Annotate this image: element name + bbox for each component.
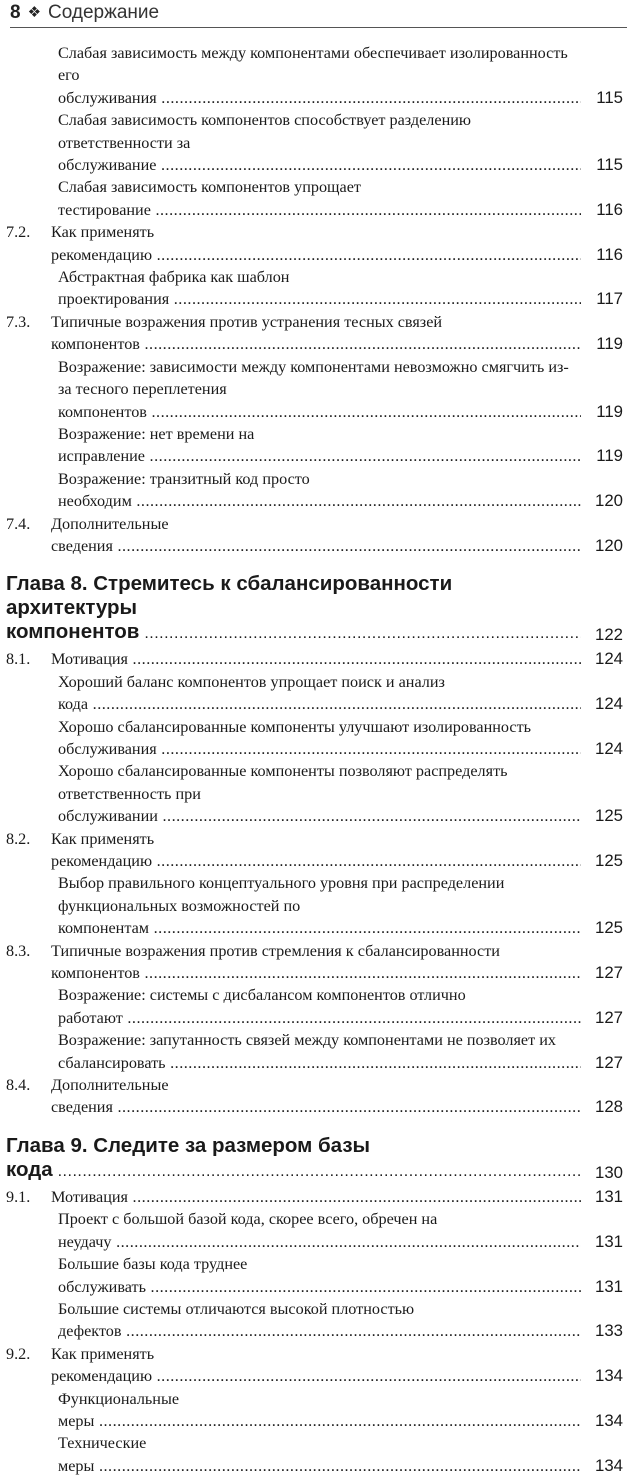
toc-entry-title: Хорошо сбалансированные компоненты позволяют распределять ответственность при обслуживании ..... [58, 760, 581, 827]
toc-page-number: 124 [595, 649, 623, 669]
toc-entry-title: Дополнительные сведения ..... [51, 513, 581, 558]
toc-page-number: 119 [596, 446, 623, 466]
toc-section-number: 7.4. [6, 514, 31, 533]
toc-entry-title: Как применять рекомендацию ..... [51, 828, 581, 873]
toc-entry-title: Технические меры ..... [58, 1432, 581, 1477]
toc-page-number: 115 [596, 87, 623, 107]
toc-page-number: 133 [595, 1321, 623, 1341]
toc-section-number: 8.4. [6, 1076, 31, 1095]
toc-entry-title: Дополнительные сведения ..... [51, 1074, 581, 1119]
toc-entry-title: Как применять рекомендацию ..... [51, 1343, 581, 1388]
toc-entry-title: Функциональные меры ..... [58, 1388, 581, 1433]
toc-page-number: 125 [595, 806, 623, 826]
toc-section-number: 9.1. [6, 1187, 31, 1206]
toc-page-number: 119 [596, 401, 623, 421]
toc-entry-title: Слабая зависимость компонентов способствует разделению ответственности за обслуживание ..... [58, 109, 581, 176]
toc-entry-title: Мотивация ..... [51, 1186, 581, 1208]
toc-page-number: 134 [595, 1366, 623, 1386]
toc-section-entry[interactable] [0, 1074, 629, 1119]
toc-subsection-entry[interactable] [0, 716, 629, 761]
toc-chapter-heading[interactable] [0, 572, 629, 646]
toc-page-number: 127 [595, 1052, 623, 1072]
toc-section-number: 8.1. [6, 650, 31, 669]
toc-page-number: 116 [596, 244, 623, 264]
running-title: Содержание [48, 2, 160, 23]
toc-entry-title: Мотивация ..... [51, 648, 581, 670]
toc-page-number: 119 [596, 334, 623, 354]
toc-section-number: 7.2. [6, 223, 31, 242]
toc-subsection-entry[interactable] [0, 109, 629, 176]
toc-subsection-entry[interactable] [0, 468, 629, 513]
running-header [10, 2, 629, 28]
toc-section-entry[interactable] [0, 1343, 629, 1388]
toc-entry-title: Выбор правильного концептуального уровня при распределении функциональных возможностей по компонентам ..... [58, 872, 581, 939]
toc-page-number: 127 [595, 963, 623, 983]
toc-entry-title: Абстрактная фабрика как шаблон проектирования ..... [58, 266, 581, 311]
toc-section-number: 8.3. [6, 941, 31, 960]
toc-section-entry[interactable] [0, 1186, 629, 1208]
toc-section-entry[interactable] [0, 513, 629, 558]
toc-section-entry[interactable] [0, 648, 629, 670]
toc-page-number: 124 [595, 738, 623, 758]
toc-subsection-entry[interactable] [0, 1208, 629, 1253]
table-of-contents [0, 42, 629, 1477]
toc-page-number: 120 [595, 535, 623, 555]
toc-subsection-entry[interactable] [0, 176, 629, 221]
toc-entry-title: Возражение: системы с дисбалансом компонентов отлично работают ..... [58, 984, 581, 1029]
toc-subsection-entry[interactable] [0, 356, 629, 423]
toc-entry-title: Хороший баланс компонентов упрощает поиск и анализ кода ..... [58, 671, 581, 716]
toc-page-number: 127 [595, 1007, 623, 1027]
toc-subsection-entry[interactable] [0, 760, 629, 827]
toc-subsection-entry[interactable] [0, 1253, 629, 1298]
toc-section-number: 9.2. [6, 1344, 31, 1363]
toc-page-number: 131 [595, 1231, 623, 1251]
toc-page-number: 115 [596, 155, 623, 175]
toc-entry-title: Большие системы отличаются высокой плотностью дефектов ..... [58, 1298, 581, 1343]
toc-subsection-entry[interactable] [0, 1388, 629, 1433]
toc-subsection-entry[interactable] [0, 42, 629, 109]
toc-entry-title: Как применять рекомендацию ..... [51, 221, 581, 266]
toc-page-number: 128 [595, 1097, 623, 1117]
toc-entry-title: Возражение: нет времени на исправление ..... [58, 423, 581, 468]
toc-entry-title: Хорошо сбалансированные компоненты улучшают изолированность обслуживания ..... [58, 716, 581, 761]
toc-entry-title: Глава 8. Стремитесь к сбалансированности архитектуры компонентов ..... [6, 572, 581, 646]
header-rule [10, 27, 627, 28]
page-number: 8 [10, 2, 21, 23]
toc-page-number: 124 [595, 694, 623, 714]
toc-chapter-heading[interactable] [0, 1134, 629, 1184]
toc-section-entry[interactable] [0, 828, 629, 873]
toc-page-number: 117 [596, 289, 623, 309]
toc-entry-title: Возражение: транзитный код просто необходим ..... [58, 468, 581, 513]
toc-page-number: 122 [595, 625, 623, 645]
toc-subsection-entry[interactable] [0, 671, 629, 716]
toc-section-entry[interactable] [0, 940, 629, 985]
toc-page-number: 134 [595, 1455, 623, 1475]
toc-section-number: 7.3. [6, 312, 31, 331]
toc-entry-title: Типичные возражения против устранения тесных связей компонентов ..... [51, 311, 581, 356]
toc-entry-title: Возражение: запутанность связей между компонентами не позволяет их сбалансировать ..... [58, 1029, 581, 1074]
toc-entry-title: Слабая зависимость между компонентами обеспечивает изолированность его обслуживания ..... [58, 42, 581, 109]
toc-entry-title: Возражение: зависимости между компонентами невозможно смягчить из-за тесного переплетения компонентов ..... [58, 356, 581, 423]
toc-page-number: 131 [595, 1186, 623, 1206]
ornament-icon: ❖ [27, 4, 42, 21]
toc-page-number: 130 [595, 1162, 623, 1182]
toc-entry-title: Слабая зависимость компонентов упрощает тестирование ..... [58, 176, 581, 221]
toc-subsection-entry[interactable] [0, 1298, 629, 1343]
toc-section-entry[interactable] [0, 311, 629, 356]
toc-page-number: 120 [595, 491, 623, 511]
toc-entry-title: Проект с большой базой кода, скорее всего, обречен на неудачу ..... [58, 1208, 581, 1253]
toc-page-number: 131 [595, 1276, 623, 1296]
toc-subsection-entry[interactable] [0, 1029, 629, 1074]
toc-entry-title: Глава 9. Следите за размером базы кода ..... [6, 1134, 581, 1184]
toc-page-number: 134 [595, 1410, 623, 1430]
toc-page-number: 125 [595, 851, 623, 870]
toc-page-number: 125 [595, 918, 623, 938]
toc-entry-title: Типичные возражения против стремления к сбалансированности компонентов ..... [51, 940, 581, 985]
toc-subsection-entry[interactable] [0, 1432, 629, 1477]
toc-subsection-entry[interactable] [0, 872, 629, 939]
toc-section-entry[interactable] [0, 221, 629, 266]
toc-subsection-entry[interactable] [0, 984, 629, 1029]
toc-section-number: 8.2. [6, 829, 31, 848]
toc-entry-title: Большие базы кода труднее обслуживать ..... [58, 1253, 581, 1298]
toc-page-number: 116 [596, 199, 623, 219]
toc-subsection-entry[interactable] [0, 423, 629, 468]
toc-subsection-entry[interactable] [0, 266, 629, 311]
